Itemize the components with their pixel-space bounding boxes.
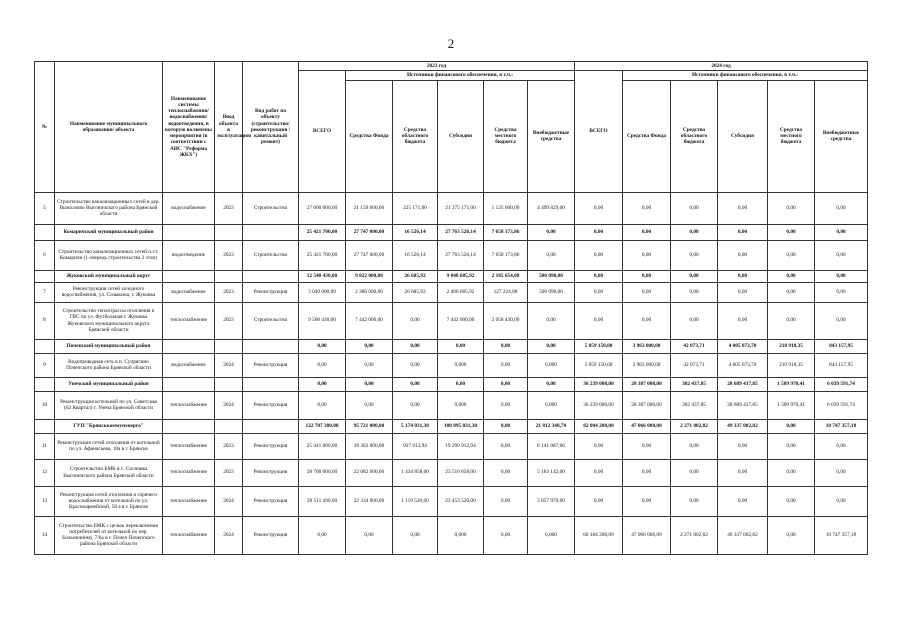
row-value: 0,00 [438, 339, 484, 353]
col-name: Наименование муниципального образования/ объекта [55, 62, 163, 193]
row-value: 4 005 073,70 [718, 339, 768, 353]
row-name: Строительство канализационных сетей п.г.т. Комаричи (1 очередь строительства 2 этап) [55, 240, 163, 270]
row-value: 0,00 [484, 516, 528, 554]
row-value: 21 150 000,00 [346, 192, 393, 224]
row-value: 302 437,85 [671, 377, 718, 391]
row-value: 2 271 002,82 [671, 516, 718, 554]
row-system [163, 339, 215, 353]
row-value: 0,00 [299, 339, 346, 353]
row-value: 0,00 [718, 192, 768, 224]
table-row [35, 353, 868, 377]
row-value: 0,00 [393, 516, 438, 554]
row-value: 26 685,92 [393, 282, 438, 302]
row-name: Реконструкция котельной по ул. Советская (62 Квартал) г. Унеча Брянской области [55, 391, 163, 419]
row-value: 0,00 [768, 270, 815, 282]
row-value: 27 000 000,00 [299, 192, 346, 224]
row-value: 2 406 685,92 [438, 282, 484, 302]
row-value: 0,00 [718, 282, 768, 302]
row-name: Строительство БМК в с. Сосновка Выгоничского района Брянской области [55, 459, 163, 486]
row-value: 225 171,00 [393, 192, 438, 224]
row-number: 12 [35, 459, 55, 486]
row-number [35, 270, 55, 282]
row-value: 5 059 150,00 [575, 353, 623, 377]
row-value: 16 526,14 [393, 240, 438, 270]
row-value: 0,00 [484, 339, 528, 353]
row-value: 25 421 700,00 [299, 224, 346, 240]
row-number: 7 [35, 282, 55, 302]
col-year-input: Ввод объекта в эксплуатацию [215, 62, 243, 193]
table-row [35, 516, 868, 554]
row-work-type: Реконструкция [243, 486, 299, 516]
row-value: 0,00 [393, 353, 438, 377]
row-work-type: Реконструкция [243, 282, 299, 302]
row-value: 4 005 073,70 [718, 353, 768, 377]
row-value: 0,00 [768, 192, 815, 224]
row-value: 0,00 [623, 282, 671, 302]
col-subsidy-2024: Субсидия [718, 80, 768, 192]
row-value: 0,00 [575, 282, 623, 302]
row-value: 1 125 000,00 [484, 192, 528, 224]
row-value: 7 442 000,00 [438, 302, 484, 339]
row-year: 2024 [215, 391, 243, 419]
row-value: 95 721 000,00 [346, 419, 393, 433]
row-system [163, 270, 215, 282]
row-year: 2023 [215, 302, 243, 339]
row-value: 36 239 000,00 [575, 391, 623, 419]
row-value: 127 224,08 [484, 282, 528, 302]
row-number [35, 224, 55, 240]
row-value: 12 540 430,00 [299, 270, 346, 282]
row-value: 0,00 [484, 486, 528, 516]
row-value: 28 387 000,00 [623, 391, 671, 419]
row-system: теплоснабжение [163, 516, 215, 554]
row-value: 0,00 [671, 282, 718, 302]
row-value: 6 039 591,74 [815, 391, 868, 419]
row-value: 0,00 [671, 240, 718, 270]
row-work-type: Строительство [243, 302, 299, 339]
row-value: 7 658 173,86 [484, 240, 528, 270]
row-value: 0,00 [718, 240, 768, 270]
row-value: 3 963 000,00 [623, 353, 671, 377]
row-work-type: Строительство [243, 192, 299, 224]
row-value: 27 747 000,00 [346, 240, 393, 270]
table-row [35, 240, 868, 270]
col-work-type: Вид работ по объекту (строительство/ реконструкция / капитальный ремонт) [243, 62, 299, 193]
row-value: 937 912,94 [393, 433, 438, 459]
row-number: 6 [35, 240, 55, 270]
row-value: 843 157,95 [815, 353, 868, 377]
row-work-type [243, 224, 299, 240]
row-value: 82 084 200,00 [575, 419, 623, 433]
table-row [35, 192, 868, 224]
row-work-type [243, 377, 299, 391]
row-value: 0,00 [484, 433, 528, 459]
row-system [163, 419, 215, 433]
row-value: 5 059 150,00 [575, 339, 623, 353]
row-value: 0,00 [768, 240, 815, 270]
row-name: Жуковский муниципальный округ [55, 270, 163, 282]
row-value: 506 090,00 [528, 270, 575, 282]
row-value: 0,00 [346, 353, 393, 377]
row-value: 0,00 [768, 224, 815, 240]
row-value: 0,00 [299, 516, 346, 554]
row-value: 0,000 [528, 353, 575, 377]
row-value: 0,00 [768, 486, 815, 516]
row-value: 0,000 [528, 391, 575, 419]
row-number [35, 419, 55, 433]
row-value: 27 747 000,00 [346, 224, 393, 240]
col-local-2024: Средства местного бюджета [768, 80, 815, 192]
row-value: 0,00 [393, 391, 438, 419]
row-value: 2 380 000,00 [346, 282, 393, 302]
row-value: 10 747 357,18 [815, 419, 868, 433]
row-year: 2023 [215, 433, 243, 459]
row-year [215, 270, 243, 282]
row-value: 60 184 200,00 [575, 516, 623, 554]
row-value: 0,00 [623, 270, 671, 282]
table-row [35, 302, 868, 339]
col-year-2024: 2024 год [575, 62, 868, 71]
row-number: 9 [35, 353, 55, 377]
col-local-2023: Средства местного бюджета [484, 80, 528, 192]
row-number [35, 339, 55, 353]
row-name: ГУП "Брянсккоммунэнерго" [55, 419, 163, 433]
row-system [163, 377, 215, 391]
row-value: 0,00 [815, 270, 868, 282]
table-row [35, 486, 868, 516]
row-value: 0,00 [575, 302, 623, 339]
row-value: 22 334 000,00 [346, 486, 393, 516]
row-number: 13 [35, 486, 55, 516]
row-value: 843 157,95 [815, 339, 868, 353]
row-value: 0,000 [438, 516, 484, 554]
row-value: 47 066 000,00 [623, 516, 671, 554]
row-value: 19 299 912,94 [438, 433, 484, 459]
col-year-2023: 2023 год [299, 62, 575, 71]
row-value: 28 689 437,85 [718, 391, 768, 419]
row-value: 0,00 [671, 192, 718, 224]
row-value: 7 658 173,86 [484, 224, 528, 240]
row-value: 0,00 [575, 270, 623, 282]
financing-table [34, 61, 868, 555]
row-value: 27 763 526,14 [438, 240, 484, 270]
row-name: Комаричский муниципальный район [55, 224, 163, 240]
row-work-type: Реконструкция [243, 459, 299, 486]
row-value: 2 185 654,08 [484, 270, 528, 282]
col-extra-2023: Внебюджетные средства [528, 80, 575, 192]
row-work-type [243, 339, 299, 353]
row-value: 42 073,71 [671, 353, 718, 377]
row-value: 1 434 858,00 [393, 459, 438, 486]
row-system: теплоснабжение [163, 302, 215, 339]
row-name: Реконструкция сетей отопления и горячего водоснабжения от котельной по ул. Красноармейской, 58 а в г. Брянске [55, 486, 163, 516]
row-value: 0,00 [671, 433, 718, 459]
row-value: 0,00 [438, 377, 484, 391]
row-value: 5 174 031,30 [393, 419, 438, 433]
row-value: 0,00 [299, 377, 346, 391]
row-value: 5 057 970,00 [528, 486, 575, 516]
col-total-2024: ВСЕГО [575, 71, 623, 192]
row-value: 0,00 [575, 240, 623, 270]
row-year [215, 377, 243, 391]
group-row [35, 270, 868, 282]
col-num: № [35, 62, 55, 193]
row-value: 0,00 [575, 459, 623, 486]
row-value: 210 918,35 [768, 353, 815, 377]
row-name: Водопроводная сеть в п. Супрягино Почепского района Брянской области [55, 353, 163, 377]
col-regional-2024: Средства областного бюджета [671, 80, 718, 192]
row-value: 28 387 000,00 [623, 377, 671, 391]
row-value: 49 337 002,82 [718, 516, 768, 554]
row-value: 0,000 [438, 353, 484, 377]
row-value: 6 039 591,74 [815, 377, 868, 391]
row-year: 2023 [215, 192, 243, 224]
row-value: 0,00 [623, 433, 671, 459]
row-year [215, 224, 243, 240]
row-value: 5 183 142,00 [528, 459, 575, 486]
row-value: 0,00 [623, 302, 671, 339]
row-system: теплоснабжение [163, 433, 215, 459]
row-system: теплоснабжение [163, 459, 215, 486]
row-value: 7 442 000,00 [346, 302, 393, 339]
row-value: 2 058 430,00 [484, 302, 528, 339]
row-name: Строительство канализационных сетей в дер. Выползово Выгоничского района Брянской области [55, 192, 163, 224]
table-row [35, 433, 868, 459]
row-value: 0,00 [528, 240, 575, 270]
row-value: 0,00 [346, 516, 393, 554]
row-value: 10 747 357,18 [815, 516, 868, 554]
row-value: 0,000 [528, 516, 575, 554]
col-sources-2023: Источники финансового обеспечения, в т.ч.: [346, 71, 575, 80]
group-row [35, 419, 868, 433]
row-value: 21 812 348,70 [528, 419, 575, 433]
col-fund-2024: Средства Фонда [623, 80, 671, 192]
row-value: 6 141 087,06 [528, 433, 575, 459]
row-value: 0,00 [575, 486, 623, 516]
row-value: 0,00 [815, 192, 868, 224]
row-value: 0,00 [815, 459, 868, 486]
row-value: 28 689 437,85 [718, 377, 768, 391]
row-system: теплоснабжение [163, 486, 215, 516]
row-name: Строительство теплотрассы отопления к ГВС по ул. Футбольная г. Жуковка Жуковского муниципального округа Брянской области [55, 302, 163, 339]
row-work-type: Реконструкция [243, 516, 299, 554]
row-year: 2024 [215, 516, 243, 554]
table-body [35, 192, 868, 554]
row-name: Почепский муниципальный район [55, 339, 163, 353]
row-value: 18 362 000,00 [346, 433, 393, 459]
row-value: 100 895 031,30 [438, 419, 484, 433]
row-work-type [243, 419, 299, 433]
row-value: 0,00 [484, 459, 528, 486]
row-value: 1 509 970,41 [768, 377, 815, 391]
row-value: 0,00 [718, 486, 768, 516]
col-fund-2023: Средства Фонда [346, 80, 393, 192]
row-value: 0,00 [346, 339, 393, 353]
col-sources-2024: Источники финансового обеспечения, в т.ч.: [623, 71, 868, 80]
row-value: 22 082 000,00 [346, 459, 393, 486]
row-value: 25 441 000,00 [299, 433, 346, 459]
row-system: водоснабжение [163, 192, 215, 224]
row-value: 0,00 [346, 377, 393, 391]
row-value: 0,00 [718, 224, 768, 240]
row-value: 0,00 [815, 224, 868, 240]
row-value: 27 763 526,14 [438, 224, 484, 240]
row-value: 0,00 [623, 486, 671, 516]
row-name: Унечский муниципальный район [55, 377, 163, 391]
row-year: 2023 [215, 240, 243, 270]
page-number: 2 [447, 36, 455, 51]
row-value: 9 500 430,00 [299, 302, 346, 339]
row-value: 0,00 [393, 339, 438, 353]
row-value: 0,00 [768, 419, 815, 433]
row-value: 0,00 [528, 302, 575, 339]
row-number: 11 [35, 433, 55, 459]
row-value: 0,00 [718, 270, 768, 282]
row-value: 0,00 [718, 433, 768, 459]
row-value: 0,00 [528, 377, 575, 391]
row-value: 0,00 [575, 224, 623, 240]
row-number [35, 377, 55, 391]
row-work-type [243, 270, 299, 282]
row-value: 0,000 [438, 391, 484, 419]
row-work-type: Реконструкция [243, 353, 299, 377]
row-system: водоснабжение [163, 353, 215, 377]
row-value: 26 685,92 [393, 270, 438, 282]
row-value: 28 700 000,00 [299, 459, 346, 486]
row-year: 2023 [215, 459, 243, 486]
row-value: 28 511 490,00 [299, 486, 346, 516]
row-value: 0,00 [528, 339, 575, 353]
row-value: 2 271 002,82 [671, 419, 718, 433]
row-value: 0,00 [393, 377, 438, 391]
row-value: 0,00 [768, 282, 815, 302]
row-value: 0,00 [484, 353, 528, 377]
row-value: 0,00 [671, 224, 718, 240]
table-row [35, 391, 868, 419]
row-value: 1 509 970,41 [768, 391, 815, 419]
row-system: водоснабжение [163, 282, 215, 302]
row-value: 4 499 829,00 [528, 192, 575, 224]
row-value: 23 516 858,00 [438, 459, 484, 486]
table-row [35, 459, 868, 486]
row-value: 42 073,71 [671, 339, 718, 353]
row-value: 0,00 [393, 302, 438, 339]
group-row [35, 339, 868, 353]
row-value: 0,00 [299, 353, 346, 377]
row-value: 0,00 [346, 391, 393, 419]
row-value: 0,00 [815, 302, 868, 339]
row-work-type: Реконструкция [243, 433, 299, 459]
row-value: 0,00 [484, 377, 528, 391]
row-value: 0,00 [623, 224, 671, 240]
row-value: 0,00 [815, 433, 868, 459]
row-value: 0,00 [768, 459, 815, 486]
row-name: Реконструкция сетей отопления от котельной по ул. Афанасьева, 18а в г. Брянске [55, 433, 163, 459]
col-regional-2023: Средства областного бюджета [393, 80, 438, 192]
group-row [35, 377, 868, 391]
row-value: 3 963 000,00 [623, 339, 671, 353]
row-system: теплоснабжение [163, 391, 215, 419]
row-value: 0,00 [671, 486, 718, 516]
row-value: 0,00 [575, 433, 623, 459]
row-value: 0,00 [484, 391, 528, 419]
row-value: 0,00 [718, 459, 768, 486]
row-value: 0,00 [528, 224, 575, 240]
row-value: 9 822 000,00 [346, 270, 393, 282]
row-value: 21 375 171,00 [438, 192, 484, 224]
row-value: 0,00 [718, 302, 768, 339]
row-value: 9 848 685,92 [438, 270, 484, 282]
row-year: 2024 [215, 353, 243, 377]
row-number: 14 [35, 516, 55, 554]
row-work-type: Реконструкция [243, 391, 299, 419]
row-value: 0,00 [623, 192, 671, 224]
row-year [215, 419, 243, 433]
row-value: 0,00 [671, 270, 718, 282]
row-value: 47 066 000,00 [623, 419, 671, 433]
row-value: 0,00 [671, 302, 718, 339]
row-year [215, 339, 243, 353]
col-system: Наименование системы теплоснабжения/водоснабжения/водоотведения, в которую включены мероприятия (в соответствии с АИС "Реформа ЖКХ") [163, 62, 215, 193]
row-value: 506 090,00 [528, 282, 575, 302]
row-name: Строительство БМК с целью переключения потребителей от котельной по пер. Больничному, 7/6а в г. Почеп Почепского района Брянской области [55, 516, 163, 554]
row-system: водоотведение [163, 240, 215, 270]
row-value: 0,00 [575, 192, 623, 224]
row-value: 0,00 [815, 486, 868, 516]
row-year: 2024 [215, 486, 243, 516]
row-value: 16 526,14 [393, 224, 438, 240]
row-value: 0,00 [623, 240, 671, 270]
row-number: 10 [35, 391, 55, 419]
row-system [163, 224, 215, 240]
row-value: 302 437,85 [671, 391, 718, 419]
row-value: 210 918,35 [768, 339, 815, 353]
row-number: 5 [35, 192, 55, 224]
row-year: 2023 [215, 282, 243, 302]
row-value: 0,00 [815, 240, 868, 270]
row-number: 8 [35, 302, 55, 339]
col-extra-2024: Внебюджетные средства [815, 80, 868, 192]
row-value: 0,00 [671, 459, 718, 486]
row-work-type: Строительство [243, 240, 299, 270]
row-value: 0,00 [768, 516, 815, 554]
row-value: 0,00 [815, 282, 868, 302]
row-value: 36 239 000,00 [575, 377, 623, 391]
row-value: 122 707 380,00 [299, 419, 346, 433]
col-subsidy-2023: Субсидия [438, 80, 484, 192]
row-name: Реконструкция сетей холодного водоснабжения, ул. Созыкина, г. Жуковка [55, 282, 163, 302]
group-row [35, 224, 868, 240]
table-row [35, 282, 868, 302]
row-value: 3 040 000,00 [299, 282, 346, 302]
row-value: 0,00 [768, 433, 815, 459]
row-value: 23 453 520,00 [438, 486, 484, 516]
row-value: 1 119 520,00 [393, 486, 438, 516]
row-value: 49 337 002,82 [718, 419, 768, 433]
row-value: 25 421 700,00 [299, 240, 346, 270]
row-value: 0,00 [299, 391, 346, 419]
row-value: 0,00 [484, 419, 528, 433]
col-total-2023: ВСЕГО [299, 71, 346, 192]
row-value: 0,00 [623, 459, 671, 486]
row-value: 0,00 [768, 302, 815, 339]
